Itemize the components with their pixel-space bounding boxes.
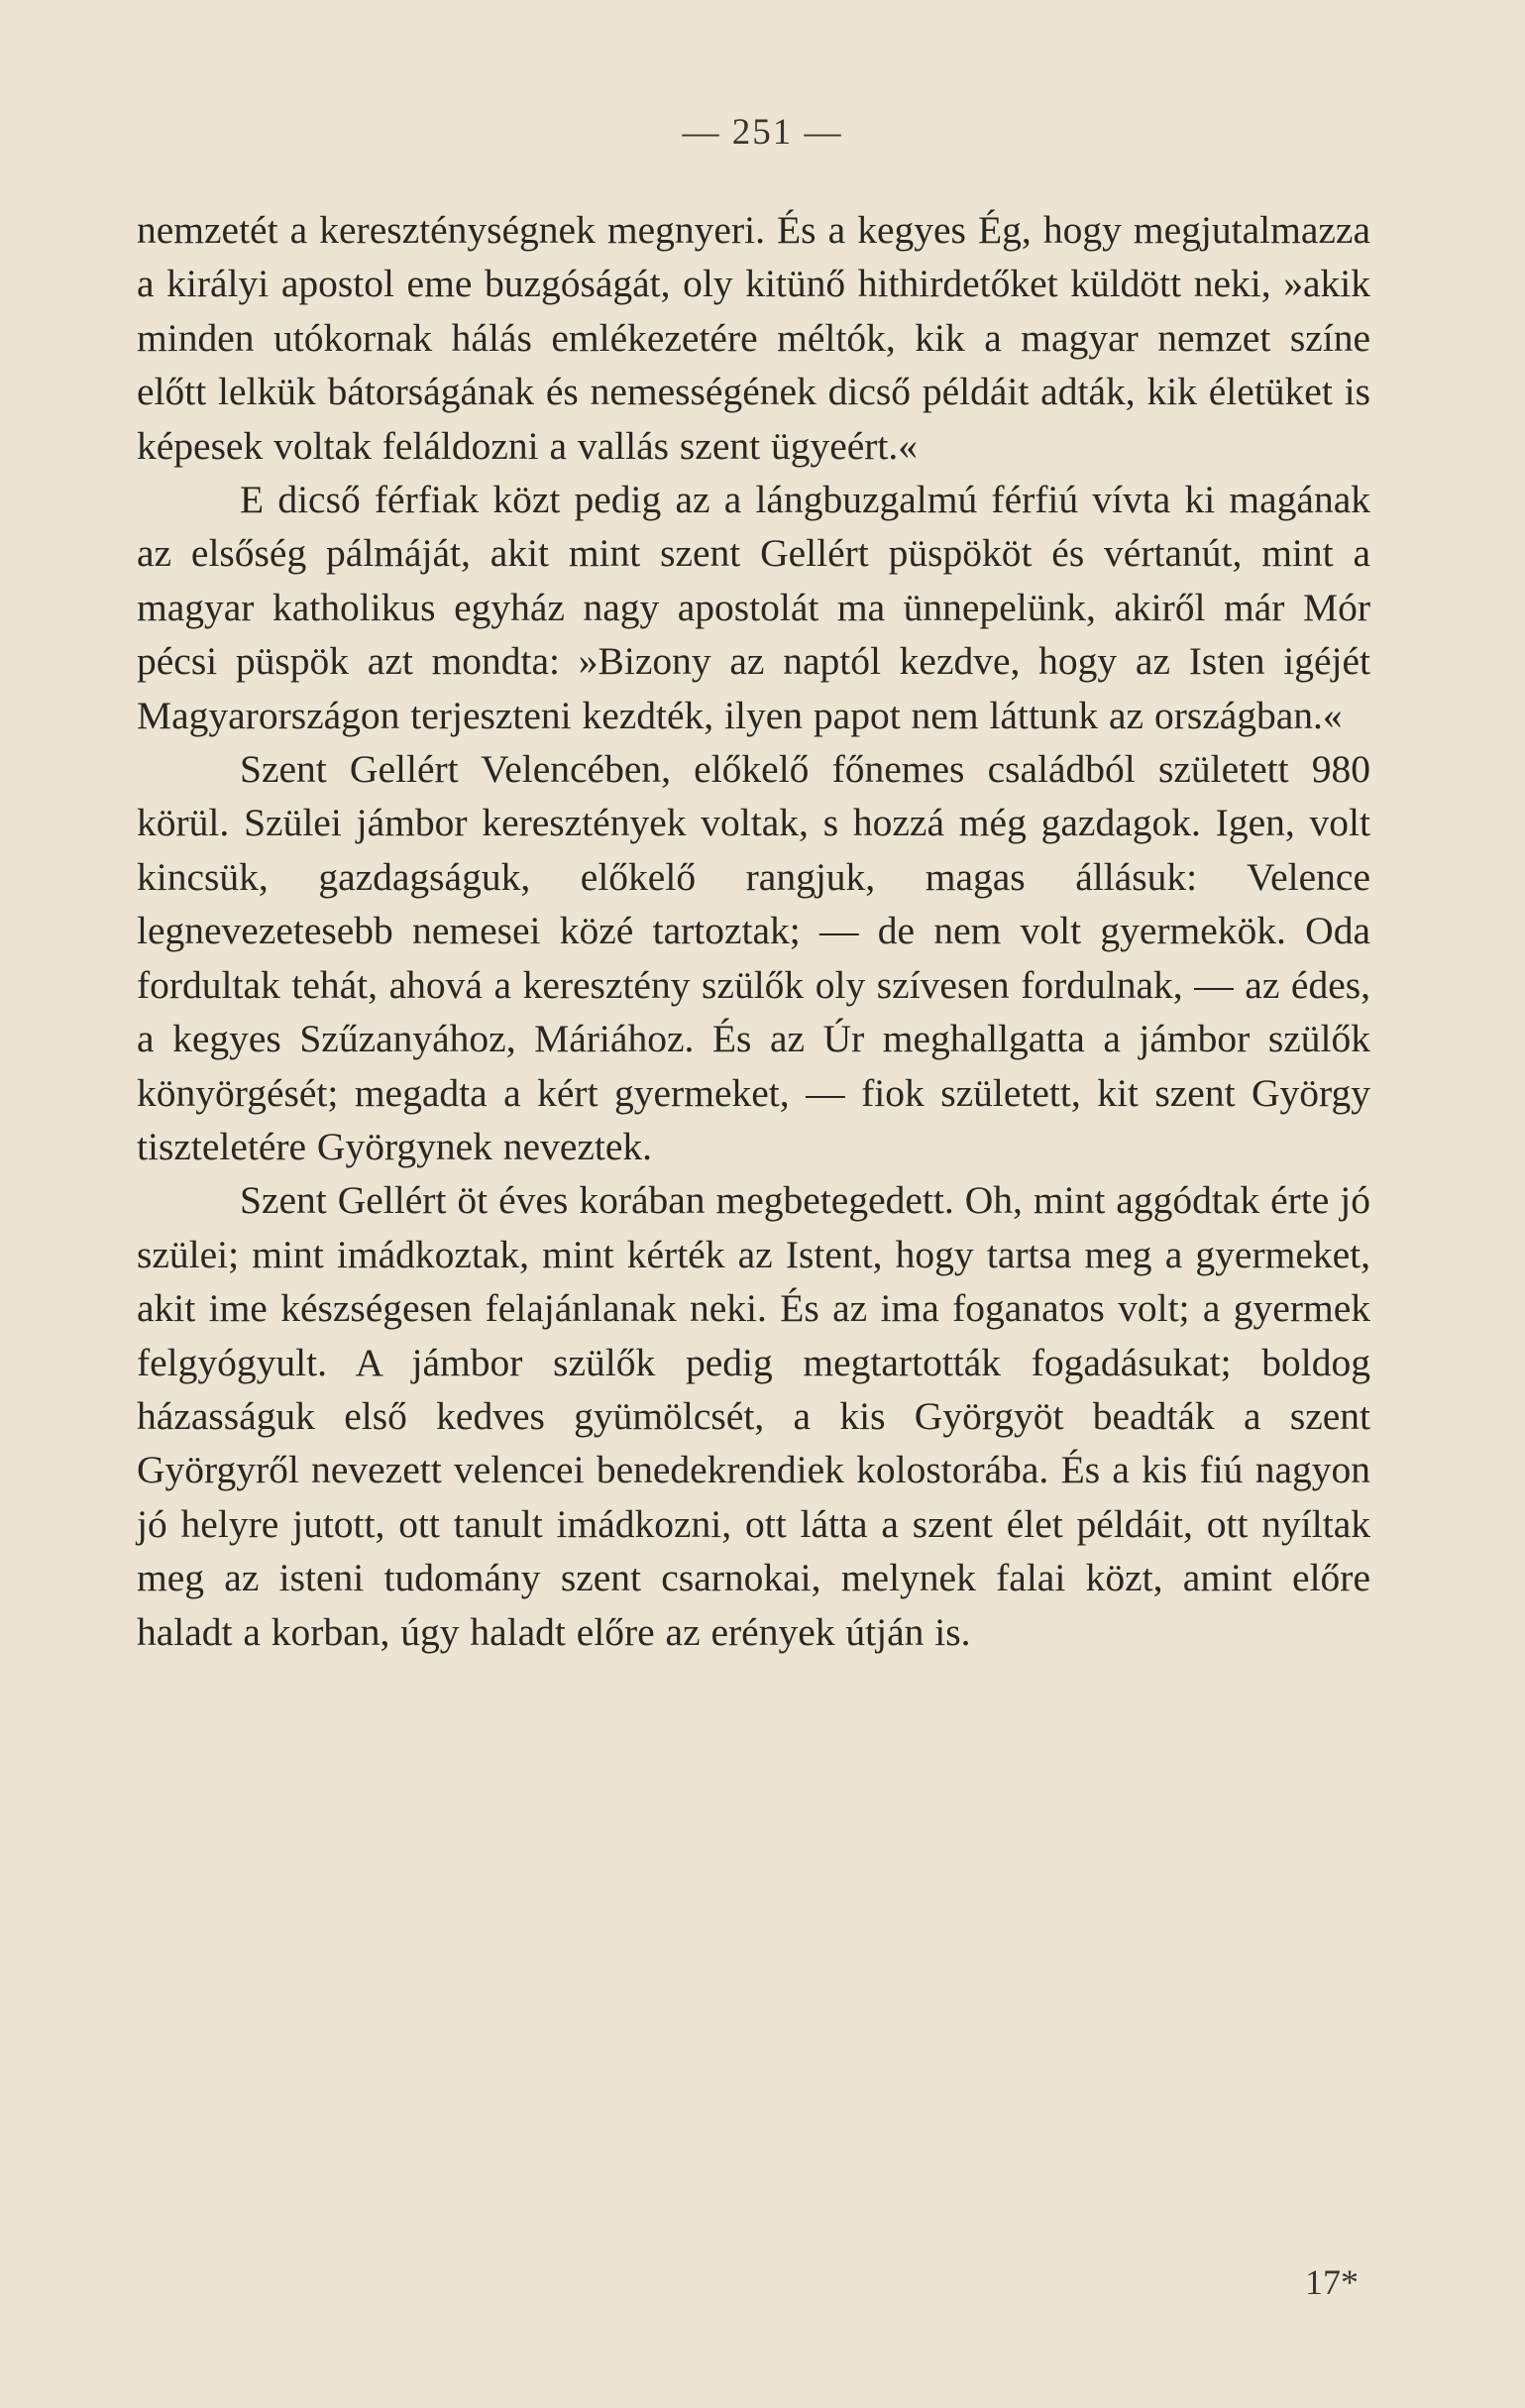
paragraph-1: nemzetét a kereszténységnek megnyeri. És a kegyes Ég, hogy megjutalmazza a királyi apostol eme buzgóságát, oly kitünő hithirdetőket küldött neki, »akik minden utókornak hálás emlékezetére méltók, kik a magyar nemzet színe előtt lelkük bátorságának és nemességének dicső példáit adták, kik életüket is képesek voltak feláldozni a vallás szent ügyeért.« bbox=[137, 208, 1370, 468]
signature-mark: 17* bbox=[1305, 2262, 1359, 2302]
paragraph-2: E dicső férfiak közt pedig az a lángbuzgalmú férfiú vívta ki magának az elsőség pálmáját, akit mint szent Gellért püspököt és vértanút, mint a magyar katholikus egyház nagy apostolát ma ünnepelünk, akiről már Mór pécsi püspök azt mondta: »Bizony az naptól kezdve, hogy az Isten igéjét Magyarországon terjeszteni kezdték, ilyen papot nem láttunk az országban.« bbox=[137, 478, 1370, 737]
body-text bbox=[137, 203, 1370, 1659]
paragraph-3: Szent Gellért Velencében, előkelő főnemes családból született 980 körül. Szülei jámbor keresztények voltak, s hozzá még gazdagok. Igen, volt kincsük, gazdagságuk, előkelő rangjuk, magas állásuk: Velence legnevezetesebb nemesei közé tartoztak; — de nem volt gyermekök. Oda fordultak tehát, ahová a keresztény szülők oly szívesen fordulnak, — az édes, a kegyes Szűzanyához, Máriához. És az Úr meghallgatta a jámbor szülők könyörgését; megadta a kért gyermeket, — fiok született, kit szent György tiszteletére Györgynek neveztek. bbox=[137, 747, 1370, 1168]
paragraph-4: Szent Gellért öt éves korában megbetegedett. Oh, mint aggódtak érte jó szülei; mint imádkoztak, mint kérték az Istent, hogy tartsa meg a gyermeket, akit ime készségesen felajánlanak neki. És az ima foganatos volt; a gyermek felgyógyult. A jámbor szülők pedig megtartották fogadásukat; boldog házasságuk első kedves gyümölcsét, a kis Györgyöt beadták a szent Györgyről nevezett velencei benedekrendiek kolostorába. És a kis fiú nagyon jó helyre jutott, ott tanult imádkozni, ott látta a szent élet példáit, ott nyíltak meg az isteni tudomány szent csarnokai, melynek falai közt, amint előre haladt a korban, úgy haladt előre az erények útján is. bbox=[137, 1178, 1370, 1654]
page-number: — 251 — bbox=[682, 112, 843, 153]
